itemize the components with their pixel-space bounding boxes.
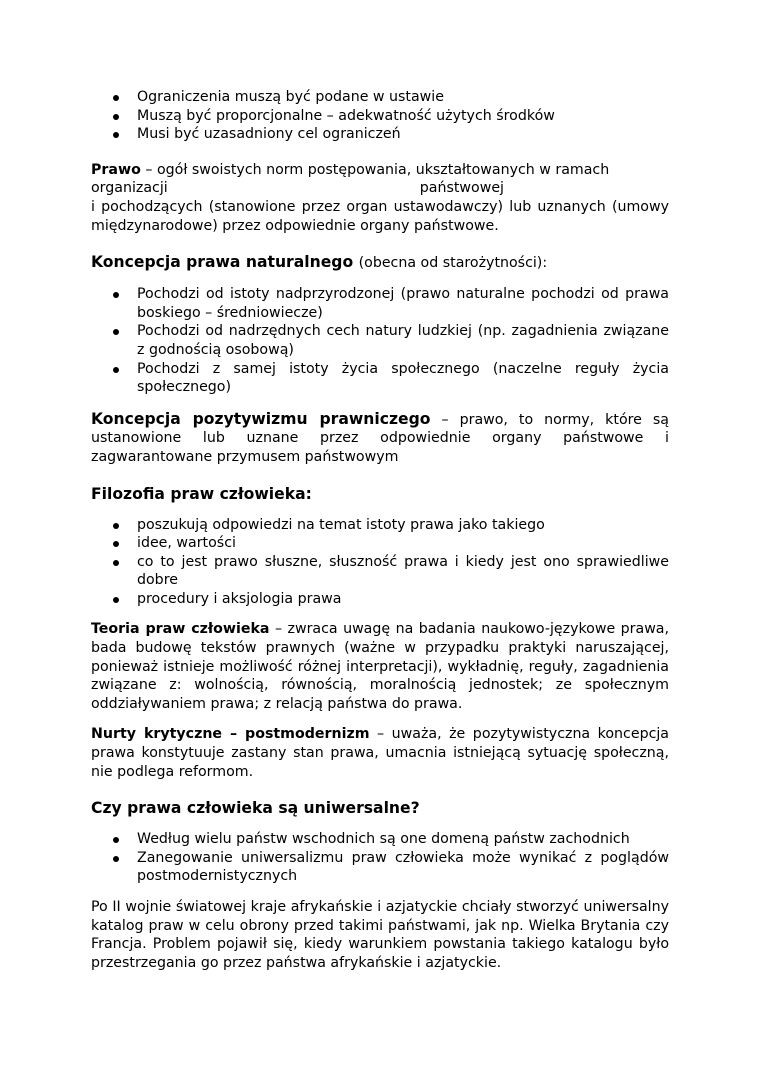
theory-paragraph: Teoria praw człowieka – zwraca uwagę na badania naukowo-językowe prawa, bada budowę tekstów prawnych (ważne w przypadku praktyki naruszającej, ponieważ istnieje możliwość różnej interpretacji), wykładnię, reguły, zagadnienia związane z: wolnością, równością, moralnością jednostek; ze społecznym oddziaływaniem prawa; z relacją państwa do prawa. [91,621,669,712]
restrictions-list [91,88,669,144]
list-item: idee, wartości [91,534,669,553]
prawo-text-1: – ogół swoistych norm postępowania, ukształtowanych w ramach [145,161,610,178]
list-item: poszukują odpowiedzi na temat istoty prawa jako takiego [91,516,669,535]
list-item: Zanegowanie uniwersalizmu praw człowieka może wynikać z poglądów postmodernistycznych [91,849,669,886]
list-item: Pochodzi z samej istoty życia społecznego (naczelne reguły życia społecznego) [91,360,669,397]
natural-law-note: (obecna od starożytności): [358,255,548,272]
positivism-term: Koncepcja pozytywizmu prawniczego [91,409,431,428]
philosophy-heading: Filozofia praw człowieka: [91,484,312,503]
positivism-paragraph: Koncepcja pozytywizmu prawniczego – prawo, to normy, które są ustanowione lub uznane przez odpowiednie organy państwowe i zagwarantowane przymusem państwowym [91,409,669,465]
prawo-text-rest: i pochodzących (stanowione przez organ ustawodawczy) lub uznanych (umowy międzynarodowe) przez odpowiednie organy państwowe. [91,198,669,234]
closing-paragraph: Po II wojnie światowej kraje afrykańskie i azjatyckie chciały stworzyć uniwersalny katalog praw w celu obrony przed takimi państwami, jak np. Wielka Brytania czy Francja. Problem pojawił się, kiedy warunkiem powstania takiego katalogu było przestrzegania go przez państwa afrykańskie i azjatyckie. [91,899,669,971]
theory-term: Teoria praw człowieka [91,621,270,638]
critical-paragraph: Nurty krytyczne – postmodernizm – uważa, że pozytywistyczna koncepcja prawa konstytuuje zastany stan prawa, umacnia istniejącą sytuację społeczną, nie podlega reformom. [91,726,670,780]
prawo-text-2a: organizacji [91,180,168,197]
prawo-definition [91,161,669,235]
list-item: Pochodzi od istoty nadprzyrodzonej (prawo naturalne pochodzi od prawa boskiego – średniowiecze) [91,285,669,322]
list-item: co to jest prawo słuszne, słuszność prawa i kiedy jest ono sprawiedliwe dobre [91,553,669,590]
list-item: Ograniczenia muszą być podane w ustawie [91,88,669,107]
critical-term: Nurty krytyczne – postmodernizm [91,726,370,743]
universal-list [91,830,669,886]
philosophy-list [91,516,669,609]
prawo-term: Prawo [91,161,141,178]
list-item: procedury i aksjologia prawa [91,590,669,609]
list-item: Według wielu państw wschodnich są one domeną państw zachodnich [91,830,669,849]
universal-heading: Czy prawa człowieka są uniwersalne? [91,799,420,818]
natural-law-heading: Koncepcja prawa naturalnego (obecna od starożytności): [91,253,548,272]
prawo-text-2b: państwowej [419,180,504,197]
list-item: Pochodzi od nadrzędnych cech natury ludzkiej (np. zagadnienia związane z godnością osobową) [91,322,669,359]
document-page [91,88,669,972]
natural-law-list [91,285,669,397]
list-item: Muszą być proporcjonalne – adekwatność użytych środków [91,107,669,126]
list-item: Musi być uzasadniony cel ograniczeń [91,125,669,144]
